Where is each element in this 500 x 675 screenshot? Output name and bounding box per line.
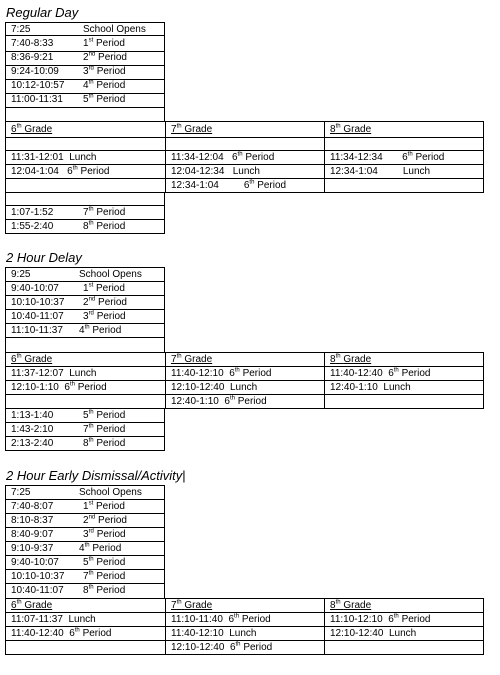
regular-day-title: Regular Day bbox=[6, 5, 79, 20]
opens-label: School Opens bbox=[83, 24, 146, 35]
period-time: 10:12-10:57 bbox=[11, 80, 65, 91]
grade-6-period: 11:40-12:40 6th Period bbox=[11, 627, 112, 639]
period-label: 2nd Period bbox=[83, 296, 127, 308]
period-label: 4th Period bbox=[79, 324, 122, 336]
period-label: 7th Period bbox=[83, 206, 126, 218]
grade-7-header: 7th Grade bbox=[171, 599, 213, 611]
period-label: 1st Period bbox=[83, 500, 125, 512]
grade-7-lunch: 12:10-12:40 Lunch bbox=[171, 382, 258, 393]
grade-6-period: 12:04-1:04 6th Period bbox=[11, 165, 110, 177]
grade-8-header: 8th Grade bbox=[330, 353, 372, 365]
opens-time: 7:25 bbox=[11, 24, 31, 35]
period-label: 3rd Period bbox=[83, 65, 126, 77]
period-time: 8:40-9:07 bbox=[11, 529, 54, 540]
opens-time: 7:25 bbox=[11, 487, 31, 498]
grade-7-lunch: 12:04-12:34 Lunch bbox=[171, 166, 260, 177]
period-time: 9:40-10:07 bbox=[11, 283, 59, 294]
grade-7-period: 12:40-1:10 6th Period bbox=[171, 395, 267, 407]
opens-label: School Opens bbox=[79, 487, 142, 498]
period-time: 2:13-2:40 bbox=[11, 438, 54, 449]
period-time: 1:55-2:40 bbox=[11, 221, 54, 232]
period-time: 9:24-10:09 bbox=[11, 66, 59, 77]
grade-6-header: 6th Grade bbox=[11, 599, 53, 611]
period-label: 1st Period bbox=[83, 282, 125, 294]
period-time: 8:36-9:21 bbox=[11, 52, 54, 63]
grade-8-lunch: 12:40-1:10 Lunch bbox=[330, 382, 411, 393]
grade-7-period: 12:34-1:04 6th Period bbox=[171, 179, 287, 191]
period-label: 7th Period bbox=[83, 570, 126, 582]
period-label: 4th Period bbox=[79, 542, 122, 554]
period-time: 11:10-11:37 bbox=[11, 325, 63, 336]
period-label: 2nd Period bbox=[83, 514, 127, 526]
grade-6-period: 12:10-1:10 6th Period bbox=[11, 381, 107, 393]
period-time: 9:10-9:37 bbox=[11, 543, 54, 554]
grade-6-lunch: 11:31-12:01 Lunch bbox=[11, 152, 97, 163]
period-time: 7:40-8:07 bbox=[11, 501, 54, 512]
period-label: 3rd Period bbox=[83, 528, 126, 540]
period-time: 1:43-2:10 bbox=[11, 424, 54, 435]
period-label: 5th Period bbox=[83, 93, 126, 105]
period-label: 5th Period bbox=[83, 409, 126, 421]
grade-6-header: 6th Grade bbox=[11, 123, 53, 135]
grade-8-lunch: 12:34-1:04 Lunch bbox=[330, 166, 431, 177]
period-time: 8:10-8:37 bbox=[11, 515, 54, 526]
period-time: 1:13-1:40 bbox=[11, 410, 54, 421]
period-time: 10:40-11:07 bbox=[11, 585, 64, 596]
delay-title: 2 Hour Delay bbox=[6, 250, 82, 265]
grade-8-header: 8th Grade bbox=[330, 123, 372, 135]
grade-7-lunch: 11:40-12:10 Lunch bbox=[171, 628, 257, 639]
period-time: 1:07-1:52 bbox=[11, 207, 54, 218]
period-label: 8th Period bbox=[83, 437, 126, 449]
grade-7-period: 11:34-12:04 6th Period bbox=[171, 151, 275, 163]
opens-label: School Opens bbox=[79, 269, 142, 280]
grade-7-header: 7th Grade bbox=[171, 353, 213, 365]
period-label: 3rd Period bbox=[83, 310, 126, 322]
grade-7-header: 7th Grade bbox=[171, 123, 213, 135]
grade-7-period: 12:10-12:40 6th Period bbox=[171, 641, 273, 653]
period-label: 2nd Period bbox=[83, 51, 127, 63]
grade-8-period: 11:10-12:10 6th Period bbox=[330, 613, 431, 625]
grade-6-lunch: 11:37-12:07 Lunch bbox=[11, 368, 97, 379]
opens-time: 9:25 bbox=[11, 269, 31, 280]
grade-8-period: 11:40-12:40 6th Period bbox=[330, 367, 431, 379]
grade-8-period: 11:34-12:34 6th Period bbox=[330, 151, 445, 163]
period-label: 5th Period bbox=[83, 556, 126, 568]
period-label: 8th Period bbox=[83, 584, 126, 596]
text-cursor: | bbox=[182, 468, 186, 483]
period-time: 11:00-11:31 bbox=[11, 94, 63, 105]
grade-7-period: 11:40-12:10 6th Period bbox=[171, 367, 272, 379]
grade-8-header: 8th Grade bbox=[330, 599, 372, 611]
grade-6-lunch: 11:07-11:37 Lunch bbox=[11, 614, 96, 625]
period-label: 1st Period bbox=[83, 37, 125, 49]
period-time: 10:10-10:37 bbox=[11, 571, 65, 582]
grade-6-header: 6th Grade bbox=[11, 353, 53, 365]
grade-8-lunch: 12:10-12:40 Lunch bbox=[330, 628, 417, 639]
period-label: 7th Period bbox=[83, 423, 126, 435]
early-dismissal-title: 2 Hour Early Dismissal/Activity| bbox=[6, 468, 186, 483]
period-time: 10:10-10:37 bbox=[11, 297, 65, 308]
period-time: 10:40-11:07 bbox=[11, 311, 64, 322]
period-time: 7:40-8:33 bbox=[11, 38, 54, 49]
period-time: 9:40-10:07 bbox=[11, 557, 59, 568]
grade-7-period: 11:10-11:40 6th Period bbox=[171, 613, 271, 625]
period-label: 8th Period bbox=[83, 220, 126, 232]
period-label: 4th Period bbox=[83, 79, 126, 91]
